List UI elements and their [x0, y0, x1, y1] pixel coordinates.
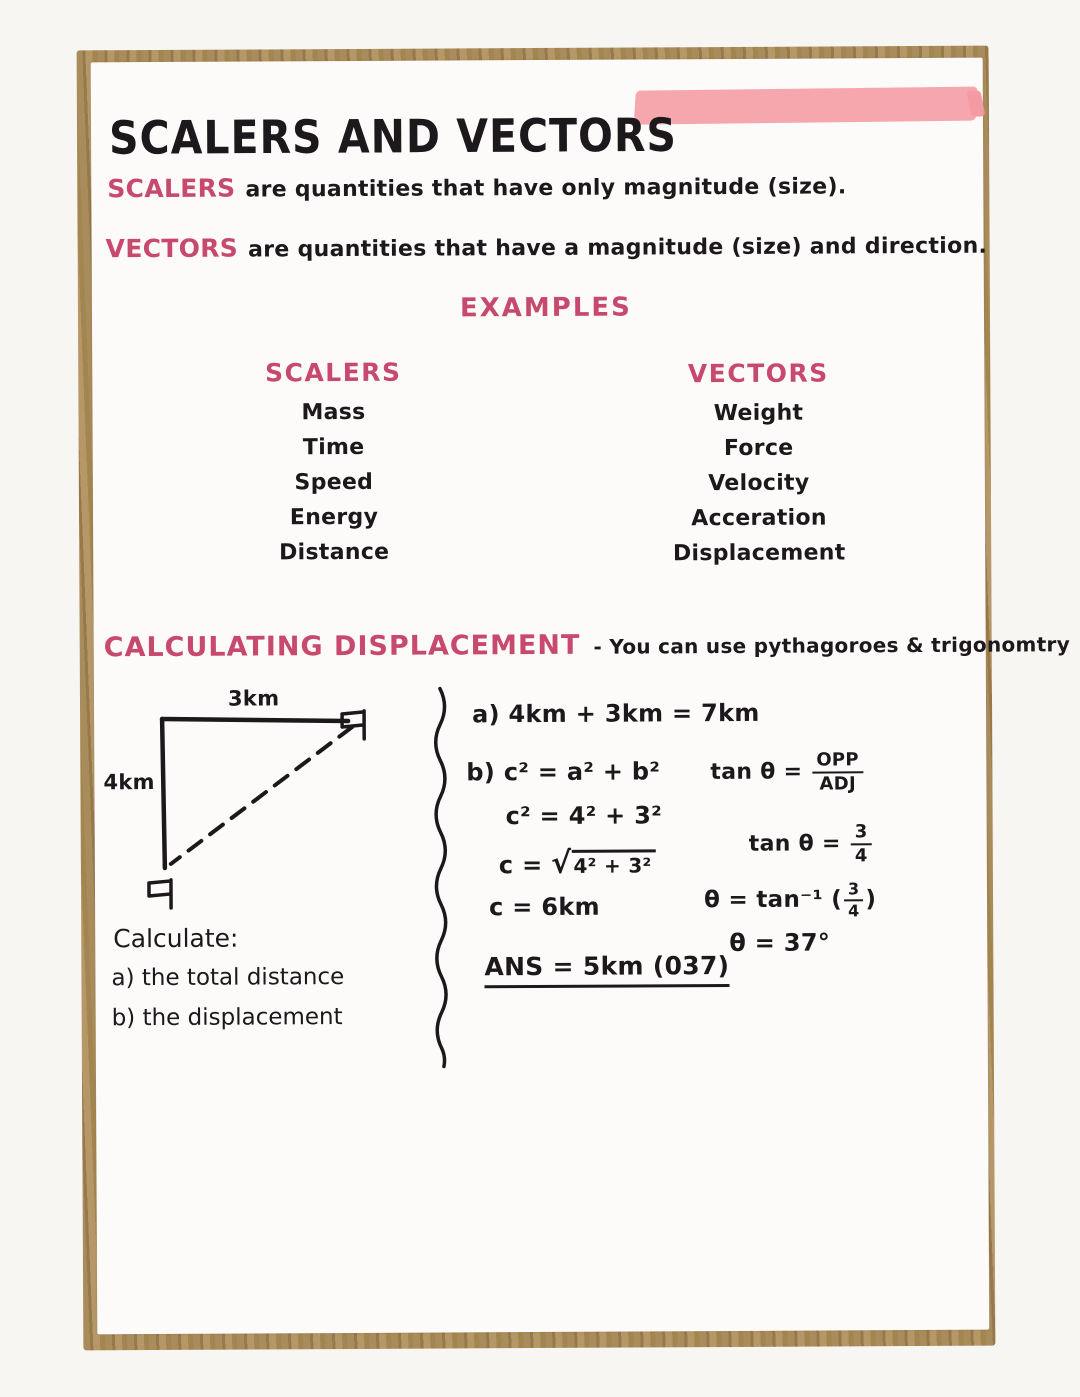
vectors-column-heading: VECTORS: [687, 358, 829, 389]
left-side-label: 4km: [103, 770, 155, 795]
scalers-definition: [107, 170, 846, 203]
vectors-definition-text: are quantities that have a magnitude (size) and direction.: [248, 233, 988, 263]
trig-line-1: [710, 750, 865, 794]
list-item: Displacement: [672, 540, 846, 567]
list-item: Distance: [279, 539, 390, 566]
working-line-b2: c² = 4² + 3²: [505, 801, 663, 831]
page-title: SCALERS AND VECTORS: [108, 108, 678, 166]
task-a: a) the total distance: [111, 964, 345, 992]
flag-icon: [342, 711, 364, 739]
calculate-caption: Calculate:: [113, 923, 239, 954]
fraction-numerator: OPP: [812, 750, 863, 773]
list-item: Force: [723, 435, 794, 462]
calculating-displacement-heading: CALCULATING DISPLACEMENT: [103, 629, 581, 664]
scalers-column-heading: SCALERS: [264, 357, 402, 388]
working-line-b1: b) c² = a² + b²: [466, 757, 661, 787]
triangle-hypotenuse-dashed: [170, 727, 353, 864]
trig-line-3-suffix: ): [865, 886, 877, 913]
list-item: Speed: [294, 469, 374, 496]
radicand: 4² + 3²: [571, 849, 655, 877]
answer-line: [484, 951, 729, 981]
working-line-b4: c = 6km: [489, 892, 600, 922]
list-item: Mass: [301, 399, 366, 426]
trig-line-4: θ = 37°: [729, 928, 831, 958]
working-line-b3: [499, 845, 656, 881]
trig-line-2: [749, 822, 874, 866]
vectors-column: [653, 358, 864, 571]
trig-line-3-prefix: θ = tan⁻¹ (: [703, 886, 843, 914]
calculating-displacement-note: - You can use pythagoroes & trigonomtry: [593, 632, 1071, 659]
top-side-label: 3km: [227, 686, 280, 711]
working-line-a: a) 4km + 3km = 7km: [472, 698, 760, 729]
wavy-divider: [424, 685, 458, 1080]
list-item: Energy: [289, 504, 379, 531]
trig-line-1-prefix: tan θ =: [710, 759, 803, 785]
working-line-b3-prefix: c =: [498, 850, 543, 880]
calculating-displacement-row: [104, 627, 1070, 663]
triangle-left-side: [162, 719, 165, 868]
scalers-term: SCALERS: [107, 173, 236, 204]
vectors-list: [653, 395, 864, 571]
list-item: Velocity: [708, 470, 810, 497]
pink-highlighter-stroke: [634, 87, 978, 125]
list-item: Weight: [713, 400, 804, 427]
trig-line-2-prefix: tan θ =: [748, 831, 841, 857]
fraction-denominator: 4: [854, 845, 868, 867]
answer-text: ANS = 5km (037): [484, 951, 729, 988]
task-b: b) the displacement: [111, 1004, 343, 1032]
fraction-3-4: [851, 822, 872, 866]
fraction-numerator: 3: [851, 822, 872, 845]
list-item: Acceration: [691, 505, 827, 532]
vectors-term: VECTORS: [105, 233, 239, 264]
flag-icon: [149, 880, 171, 908]
fraction-opp-adj: [812, 750, 863, 794]
fraction-denominator: ADJ: [819, 773, 856, 795]
fraction-denominator: 4: [848, 900, 860, 920]
scalers-column: [243, 358, 424, 571]
scalers-definition-text: are quantities that have only magnitude (size).: [245, 174, 847, 203]
triangle-diagram: [100, 681, 441, 933]
scalers-list: [243, 395, 424, 571]
fraction-3-4: [844, 880, 864, 919]
fraction-numerator: 3: [844, 880, 864, 901]
trig-line-3: [704, 880, 876, 920]
list-item: Time: [302, 434, 365, 461]
triangle-top-side: [162, 718, 348, 722]
square-root-sign: √: [551, 845, 572, 881]
examples-heading: EXAMPLES: [459, 292, 632, 324]
vectors-definition: [106, 230, 988, 264]
